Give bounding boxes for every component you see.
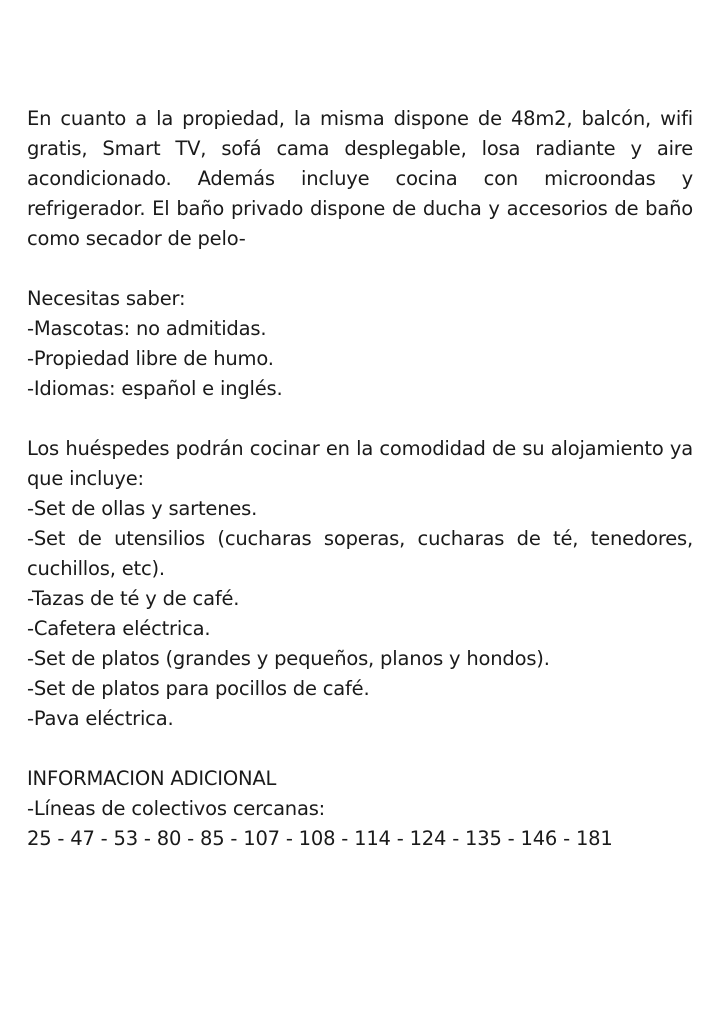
additional-info-heading: INFORMACION ADICIONAL (27, 767, 277, 790)
kitchen-intro: Los huéspedes podrán cocinar en la comodidad de su alojamiento ya que incluye: (27, 437, 693, 490)
list-item: -Cafetera eléctrica. (27, 617, 211, 640)
need-to-know-heading: Necesitas saber: (27, 287, 186, 310)
bus-lines-list: 25 - 47 - 53 - 80 - 85 - 107 - 108 - 114 - 124 - 135 - 146 - 181 (27, 827, 613, 850)
property-description: En cuanto a la propiedad, la misma dispone de 48m2, balcón, wifi gratis, Smart TV, sofá cama desplegable, losa radiante y aire acondicionado. Además incluye cocina con microondas y refrigerador. El baño privado dispone de ducha y accesorios de baño como secador de pelo- (27, 107, 693, 250)
list-item: -Propiedad libre de humo. (27, 347, 274, 370)
bus-lines-label: -Líneas de colectivos cercanas: (27, 797, 326, 820)
spacer (27, 254, 693, 284)
list-item: -Mascotas: no admitidas. (27, 317, 267, 340)
list-item: -Idiomas: español e inglés. (27, 377, 283, 400)
list-item: -Tazas de té y de café. (27, 587, 240, 610)
document-page (27, 104, 693, 854)
list-item: -Set de platos (grandes y pequeños, planos y hondos). (27, 647, 550, 670)
list-item: -Set de ollas y sartenes. (27, 497, 258, 520)
list-item: -Set de platos para pocillos de café. (27, 677, 370, 700)
list-item: -Set de utensilios (cucharas soperas, cucharas de té, tenedores, cuchillos, etc). (27, 527, 693, 580)
list-item: -Pava eléctrica. (27, 707, 174, 730)
spacer (27, 404, 693, 434)
spacer (27, 734, 693, 764)
